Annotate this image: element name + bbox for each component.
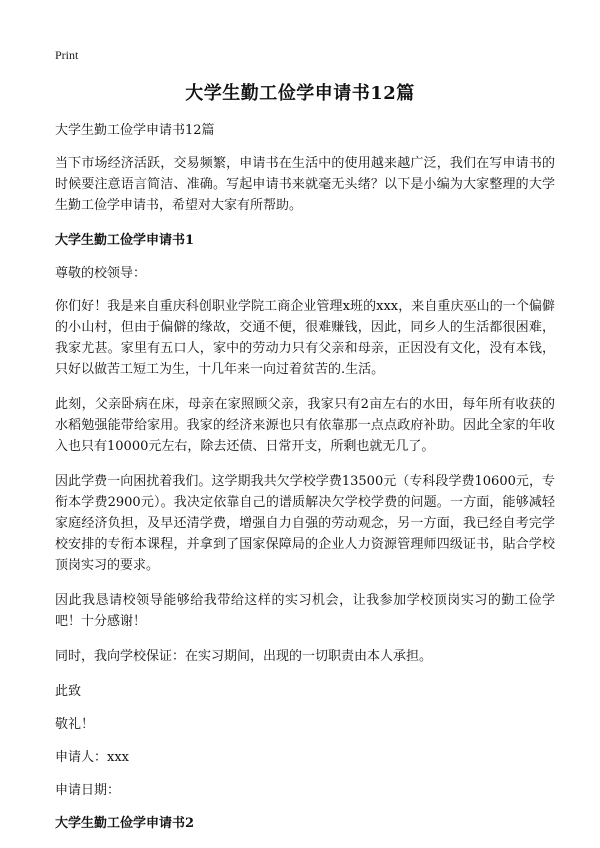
body-paragraph-2: 此刻，父亲卧病在床，母亲在家照顾父亲，我家只有2亩左右的水田，每年所有收获的水稻勉强能带给家用。我家的经济来源也只有依靠那一点点政府补助。因此全家的年收入也只有10000元左右，除去还债、日常开支，所剩也就无几了。: [55, 397, 555, 454]
body-paragraph-1: 你们好！我是来自重庆科创职业学院工商企业管理x班的xxx，来自重庆巫山的一个偏僻的小山村，但由于偏僻的缘故，交通不便，很难赚钱，因此，同乡人的生活都很困难，我家尤甚。家里有五口人，家中的劳动力只有父亲和母亲，正因没有文化，没有本钱，只好以做苦工短工为生，十几年来一向过着贫苦的.生活。: [55, 299, 555, 377]
document-body: [55, 120, 555, 848]
applicant-line: 申请人：xxx: [55, 750, 129, 765]
salutation: 尊敬的校领导：: [55, 266, 147, 281]
print-label[interactable]: Print: [55, 48, 79, 62]
section-heading-2: 大学生勤工俭学申请书2: [55, 816, 195, 831]
document-subtitle: 大学生勤工俭学申请书12篇: [55, 123, 215, 138]
closing-line-1: 此致: [55, 684, 82, 699]
body-paragraph-5: 同时，我向学校保证：在实习期间，出现的一切职责由本人承担。: [55, 649, 433, 664]
body-paragraph-3: 因此学费一向困扰着我们。这学期我共欠学校学费13500元（专科段学费10600元，专衔本学费2900元）。我决定依靠自己的谱质解决欠学校学费的问题。一方面，能够减轻家庭经济负担，及早还清学费，增强自力自强的劳动观念，另一方面，我已经自考完学校安排的专衔本课程，并拿到了国家保障局的企业人力资源管理师四级证书，貼合学校顶岗实习的要求。: [55, 474, 555, 573]
body-paragraph-4: 因此我恳请校领导能够给我带给这样的实习机会，让我参加学校顶岗实习的勤工俭学吧！十分感谢！: [55, 593, 555, 629]
closing-line-2: 敬礼！: [55, 717, 95, 732]
document-title: 大学生勤工俭学申请书12篇: [185, 83, 415, 104]
date-line: 申请日期：: [55, 783, 121, 798]
section-heading-1: 大学生勤工俭学申请书1: [55, 233, 195, 248]
intro-paragraph: 当下市场经济活跃，交易频繁，申请书在生活中的使用越来越广泛，我们在写申请书的时候要注意语言简洁、准确。写起申请书来就毫无头绪？以下是小编为大家整理的大学生勤工俭学申请书，希望对大家有所帮助。: [55, 156, 555, 213]
